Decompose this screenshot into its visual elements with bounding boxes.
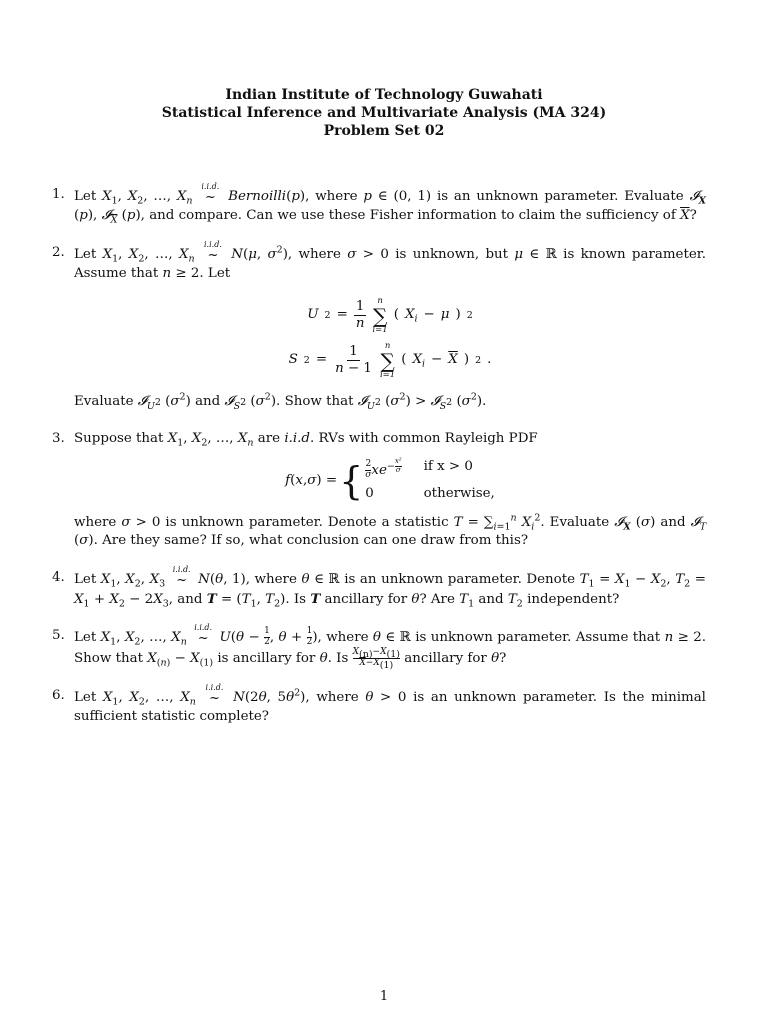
header [0,86,768,140]
equation-u2: U 2 = $\frac{1}{n}$ n ∑ i=1 ( $X_i$ − μ ) 2 [307,296,473,335]
problem-number: 6. [52,687,65,703]
problem-4 [52,564,706,610]
problem-number: 3. [52,430,65,446]
equation-block-u-s [74,293,706,383]
problem-3-tail: where σ > 0 is unknown parameter. Denote a statistic $T = \sum_{i=1}^n$ $X_i^2$. Evaluate 𝓘$_X$ (σ) and 𝓘$_T$ (σ). Are they same? If so, what conclusion can one draw from this? [74,512,707,549]
institute-title: Indian Institute of Technology Guwahati [225,87,543,103]
problem-number: 2. [52,244,65,260]
equation-s2: S 2 = $\frac{1}{n - 1}$ n ∑ i=1 ( $X_i$ − $\overline{X}$ ) 2 . [288,341,492,380]
page-number: 1 [379,989,389,1004]
problem-text: Let $X_1$, $X_2$, …, $X_n$ i.i.d. ~ N(2θ, $5\theta^2$), where θ > 0 is an unknown parameter. Is the minimal sufficient statistic complete? [74,682,706,724]
problem-text: Let $X_1$, $X_2$, …, $X_n$ i.i.d. ~ U(θ − $\frac{1}{2}$ , θ + $\frac{1}{2}$ ), where θ ∈ ℝ is unknown parameter. Assume that n ≥ 2. Show that $X_{(n)} - X_{(1)}$ is ancillary for θ. Is $\frac{X_{(n)}-X_{(1)}}{\overline{X}-X_{(1)}}$ ancillary for θ? [74,623,706,671]
problem-6 [52,682,706,727]
course-title: Statistical Inference and Multivariate Analysis (MA 324) [161,105,607,121]
problem-number: 5. [52,628,65,644]
case-condition-2: otherwise, [423,486,495,502]
iid-symbol: i.i.d. ~ [201,182,220,205]
problem-2-tail: Evaluate 𝓘$_{U^2}$ $(\sigma^2)$ and 𝓘$_{S^2}$ $(\sigma^2)$. Show that 𝓘$_{U^2}$ $(\sigma^2)$ > 𝓘$_{S^2}$ $(\sigma^2)$. [74,391,487,412]
problem-3 [52,430,706,551]
problem-5 [52,623,706,671]
problem-text: Suppose that $X_1$, $X_2$, …, $X_n$ are i.i.d. RVs with common Rayleigh PDF [74,430,538,449]
set-title: Problem Set 02 [323,123,445,139]
problem-text: Let $X_1$, $X_2$, $X_3$ i.i.d. ~ N(θ, 1), where θ ∈ ℝ is an unknown parameter. Denote $T_1 = X_1 - X_2$, $T_2 = X_1 + X_2 - 2X_3$, and $T = (T_1$, $T_2$). Is T ancillary for θ? Are $T_1$ and $T_2$ independent? [74,564,706,610]
problem-number: 4. [52,569,65,585]
iid-symbol: i.i.d. ~ [172,564,191,588]
problem-text: Let $X_1$, $X_2$, …, $X_n$ i.i.d. ~ Bernoilli(p), where p ∈ (0, 1) is an unknown parameter. Evaluate 𝓘$_X$ (p), 𝓘$_{\overline{X}}$ (p), and compare. Can we use these Fisher information to claim the sufficiency of $\overline{X}$? [74,182,706,226]
iid-symbol: i.i.d. ~ [205,682,224,706]
iid-symbol: i.i.d. ~ [204,239,222,263]
case-condition-1: if x > 0 [423,459,473,474]
problem-number: 1. [52,187,65,202]
problem-1 [52,182,706,226]
equation-rayleigh-pdf: f ( x , σ ) = { $\frac{2}{\sigma}$ $xe^{- \frac{\text{x²}}{\sigma}}$ if x > 0 0 otherwise, [285,457,495,503]
problem-list [52,182,707,744]
case-value-2: 0 [365,486,374,502]
problem-text: Let $X_1$, $X_2$, …, $X_n$ i.i.d. ~ N(μ, $\sigma^2$), where σ > 0 is unknown, but μ ∈ ℝ is known parameter. Assume that n ≥ 2. Let [74,239,706,281]
iid-symbol: i.i.d. ~ [194,623,213,647]
problem-2 [52,239,706,412]
